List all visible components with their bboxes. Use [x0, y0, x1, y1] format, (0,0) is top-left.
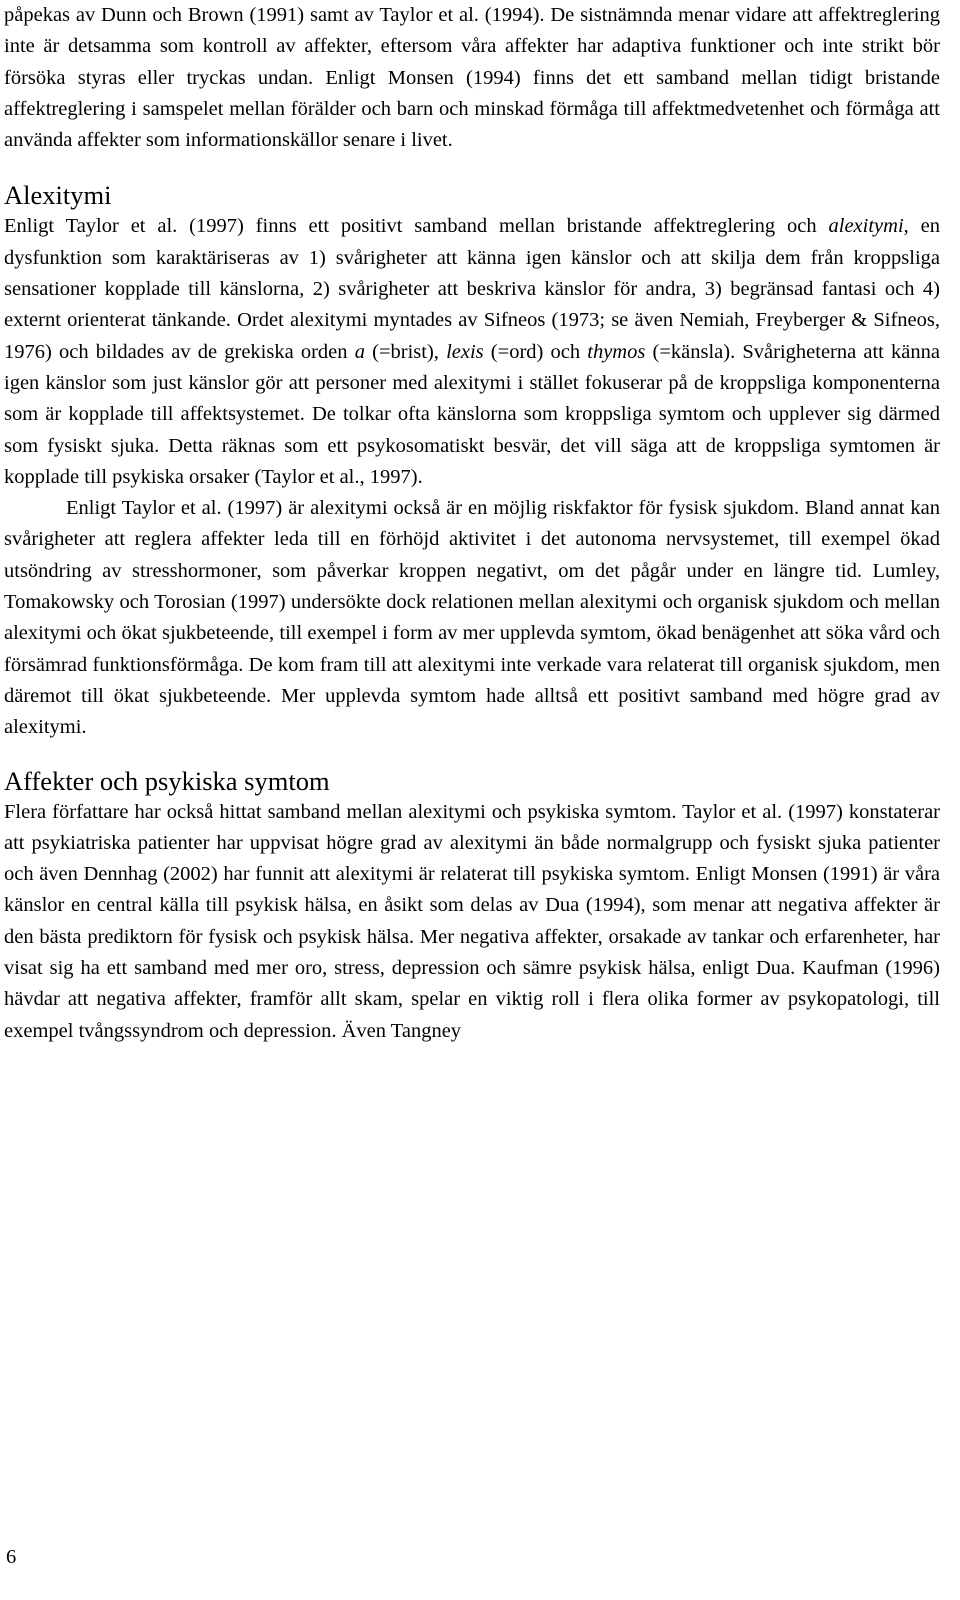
page-number: 6 [6, 1546, 17, 1568]
text-run: (=brist), [364, 340, 447, 363]
heading-alexitymi: Alexitymi [4, 180, 112, 211]
term-thymos: thymos [587, 340, 646, 363]
document-page [4, 0, 940, 1047]
term-a: a [354, 340, 365, 363]
heading-affekter: Affekter och psykiska symtom [4, 765, 330, 796]
paragraph-risk-factor: Enligt Taylor et al. (1997) är alexitymi också är en möjlig riskfaktor för fysisk sjukdom. Bland annat kan svårigheter att reglera affekter leda till en förhöjd aktivitet i det autonoma nervsystemet, till exempel ökad utsöndring av stresshormoner, som påverkar kroppen negativt, om det pågår under en längre tid. Lumley, Tomakowsky och Torosian (1997) undersökte dock relationen mellan alexitymi och organisk sjukdom och mellan alexitymi och ökat sjukbeteende, till exempel i form av mer upplevda symtom, ökad benägenhet att söka vård och försämrad funktionsförmåga. De kom fram till att alexitymi inte verkade vara relaterat till organisk sjukdom, men däremot till ökat sjukbeteende. Mer upplevda symtom hade alltså ett positivt samband med högre grad av alexitymi. [4, 497, 940, 739]
paragraph-psychic-symptoms: Flera författare har också hittat samband mellan alexitymi och psykiska symtom. Taylor et al. (1997) konstaterar att psykiatriska patienter har uppvisat högre grad av alexitymi än både normalgrupp och fysiskt sjuka patienter och även Dennhag (2002) har funnit att alexitymi är relaterat till psykiska symtom. Enligt Monsen (1991) är våra känslor en central källa till psykisk hälsa, en åsikt som delas av Dua (1994), som menar att negativa affekter är den bästa prediktorn för fysisk och psykisk hälsa. Mer negativa affekter, orsakade av tankar och erfarenheter, har visat sig ha ett samband med mer oro, stress, depression och sämre psykisk hälsa, enligt Dua. Kaufman (1996) hävdar att negativa affekter, framför allt skam, spelar en viktig roll i flera olika former av psykopatologi, till exempel tvångssyndrom och depression. Även Tangney [4, 800, 940, 1042]
text-run: , en dysfunktion som karaktäriseras av 1) svårigheter att känna igen känslor och att skilja dem från kroppsliga sensationer kopplade till känslorna, 2) svårigheter att beskriva känslor för andra, 3) begränsad fantasi och 4) externt orienterat tänkande. Ordet alexitymi myntades av Sifneos (1973; se även Nemiah, Freyberger & Sifneos, 1976) och bildades av de grekiska orden [4, 215, 940, 363]
text-run: (=känsla). Svårigheterna att känna igen känslor som just känslor gör att personer med alexitymi i stället fokuserar på de kroppsliga komponenterna som är kopplade till affektsystemet. De tolkar ofta känslorna som kroppsliga symtom och upplever sig därmed som fysiskt sjuka. Detta räknas som ett psykosomatiskt besvär, det vill säga att de kroppsliga symtomen är kopplade till psykiska orsaker (Taylor et al., 1997). [4, 340, 940, 488]
text-run: (=ord) och [483, 340, 588, 363]
spacer [4, 744, 940, 765]
text-run: Enligt Taylor et al. (1997) finns ett positivt samband mellan bristande affektreglering och [4, 215, 829, 238]
paragraph-intro: påpekas av Dunn och Brown (1991) samt av Taylor et al. (1994). De sistnämnda menar vidare att affektreglering inte är detsamma som kontroll av affekter, eftersom våra affekter har adaptiva funktioner och inte strikt bör försöka styras eller tryckas undan. Enligt Monsen (1994) finns det ett samband mellan tidigt bristande affektreglering i samspelet mellan förälder och barn och minskad förmåga till affektmedvetenhet och förmåga att använda affekter som informationskällor senare i livet. [4, 4, 940, 152]
term-lexis: lexis [446, 340, 484, 363]
spacer [4, 156, 940, 179]
term-alexitymi: alexitymi [828, 215, 904, 238]
paragraph-alexitymi-definition [4, 211, 940, 493]
